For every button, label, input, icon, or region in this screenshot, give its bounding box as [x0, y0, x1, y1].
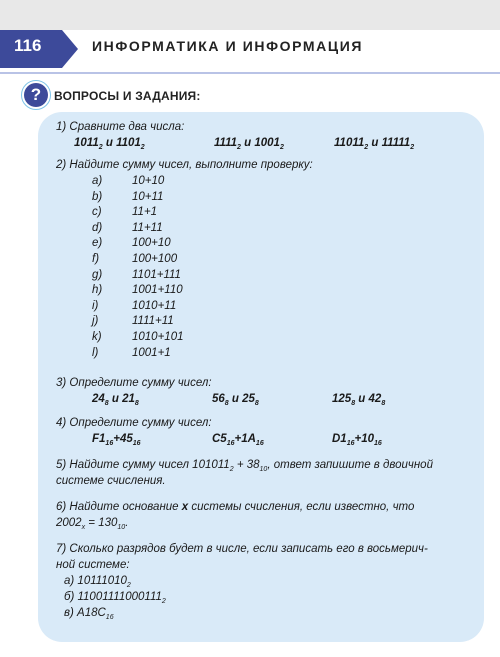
q4-pair-2: $C5_{16}+1A_{16}$ — [212, 433, 264, 447]
q2-title: 2) Найдите сумму чисел, выполните проверку: — [56, 159, 313, 171]
q2-item-expression: 10+11 — [132, 190, 164, 203]
q2-item-expression: 1111+11 — [132, 315, 174, 328]
q2-item-expression: 1010+101 — [132, 331, 184, 343]
section-title: ВОПРОСЫ И ЗАДАНИЯ: — [54, 89, 201, 103]
q2-item-expression: 100+100 — [132, 253, 178, 265]
q1-title: 1) Сравните два числа: — [56, 121, 185, 133]
q6-line-1: 6) Найдите основание х системы счисления, если известно, что — [56, 501, 415, 513]
q2-item-label: d) — [92, 221, 103, 234]
q6-line-2: $2002_x = 130_{10}$. — [56, 517, 129, 531]
q7-item-c: в) $A18C_{16}$ — [64, 607, 114, 621]
q3-pair-1: $24_8$ и $21_8$ — [92, 393, 139, 407]
chapter-title: ИНФОРМАТИКА И ИНФОРМАЦИЯ — [92, 38, 364, 54]
question-mark-icon: ? — [24, 83, 48, 107]
q2-item-label: k) — [92, 331, 102, 343]
header-divider — [0, 72, 500, 74]
q1-pair-3: $11011_2$ и $11111_2$ — [334, 137, 415, 151]
q2-item-label: a) — [92, 175, 103, 187]
q2-item-expression: 1101+111 — [132, 268, 181, 281]
q3-pair-2: $56_8$ и $25_8$ — [212, 393, 259, 407]
q4-pair-1: $F1_{16}+45_{16}$ — [92, 433, 141, 447]
q2-item-expression: 100+10 — [132, 237, 171, 250]
q2-item-label: c) — [92, 206, 102, 219]
q5-line-2: системе счисления. — [56, 475, 166, 487]
q1-pair-2: $1111_2$ и $1001_2$ — [214, 137, 284, 151]
q7-line-2: ной системе: — [56, 559, 130, 571]
q5-line-1: 5) Найдите сумму чисел $101011_2 + 38_{10}$, ответ запишите в двоичной — [56, 459, 433, 473]
q3-title: 3) Определите сумму чисел: — [56, 377, 212, 389]
q2-item-label: j) — [92, 315, 99, 328]
q2-item-expression: 11+11 — [132, 221, 163, 234]
q7-line-1: 7) Сколько разрядов будет в числе, если записать его в восьмерич- — [56, 543, 428, 555]
q4-title: 4) Определите сумму чисел: — [56, 417, 212, 429]
q2-item-label: h) — [92, 284, 103, 297]
q7-item-a: а) $10111010_2$ — [64, 575, 131, 589]
q2-item-expression: 1010+11 — [132, 299, 177, 312]
q3-pair-3: $125_8$ и $42_8$ — [332, 393, 386, 407]
q2-item-expression: 1001+1 — [132, 346, 171, 359]
q4-pair-3: $D1_{16}+10_{16}$ — [332, 433, 382, 447]
q2-item-label: g) — [92, 268, 103, 281]
q7-item-b: б) $11001111000111_2$ — [64, 591, 166, 605]
page-number: 116 — [14, 36, 42, 55]
q2-item-label: i) — [92, 299, 99, 312]
q2-item-label: e) — [92, 237, 103, 250]
q2-item-expression: 11+1 — [132, 206, 158, 219]
q2-item-label: l) — [92, 346, 99, 359]
q1-pair-1: $1011_2$ и $1101_2$ — [74, 137, 145, 151]
top-strip — [0, 0, 500, 30]
q2-item-label: f) — [92, 253, 100, 265]
q2-item-label: b) — [92, 190, 103, 203]
q2-item-expression: 1001+110 — [132, 284, 183, 297]
q2-item-expression: 10+10 — [132, 175, 165, 187]
